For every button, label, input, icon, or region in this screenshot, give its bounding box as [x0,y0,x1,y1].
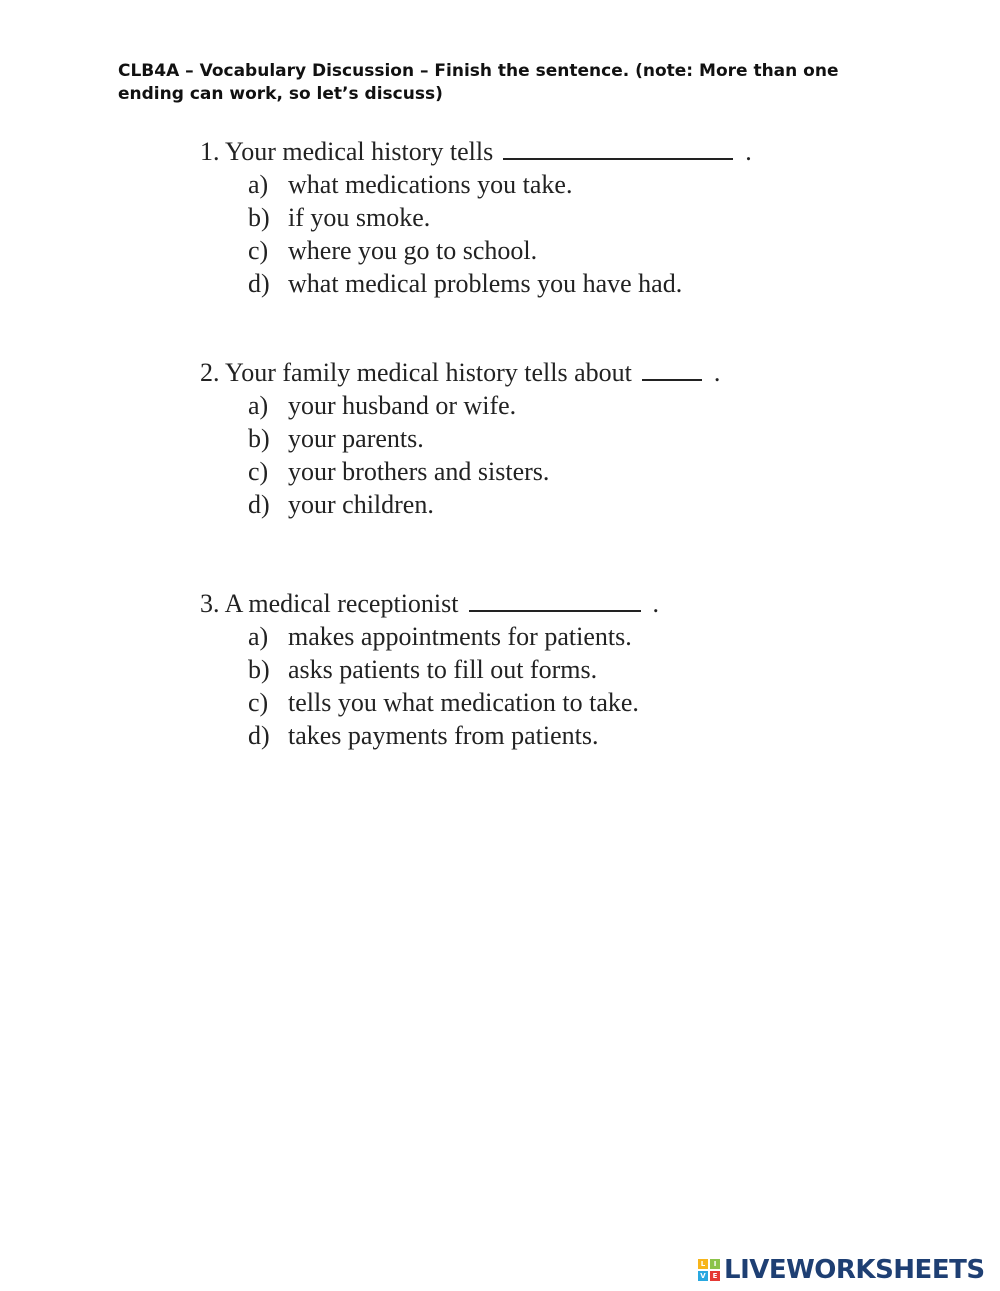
option-item[interactable] [248,201,752,234]
question-2-stem [200,356,720,389]
question-3-answer-blank[interactable] [469,588,641,612]
question-3-period: . [652,589,659,618]
question-3-stem [200,587,659,620]
option-text: where you go to school. [288,236,538,265]
option-letter: a) [248,170,269,199]
option-item[interactable] [248,620,659,653]
option-item[interactable] [248,455,720,488]
question-1-options [200,168,752,300]
option-letter: d) [248,721,270,750]
question-2-period: . [713,358,721,387]
question-1-text: 1. Your medical history tells [200,137,494,166]
option-text: takes payments from patients. [288,721,599,750]
option-item[interactable] [248,234,752,267]
logo-letter-i: I [710,1259,720,1269]
option-text: what medications you take. [288,170,573,199]
liveworksheets-logo[interactable] [698,1253,985,1287]
option-letter: a) [248,391,269,420]
option-item[interactable] [248,168,752,201]
logo-mark-icon [698,1259,720,1281]
question-3 [200,587,659,752]
question-1-stem [200,135,752,168]
option-text: makes appointments for patients. [288,622,632,651]
question-1 [200,135,752,300]
question-3-options [200,620,659,752]
question-2 [200,356,720,521]
option-item[interactable] [248,389,720,422]
option-letter: b) [248,203,270,232]
option-text: your brothers and sisters. [288,457,550,486]
option-item[interactable] [248,653,659,686]
question-2-text: 2. Your family medical history tells about [200,358,632,387]
option-letter: c) [248,236,269,265]
option-text: if you smoke. [288,203,431,232]
option-text: your children. [288,490,434,519]
option-letter: d) [248,490,270,519]
option-letter: c) [248,688,269,717]
option-letter: b) [248,424,270,453]
option-text: tells you what medication to take. [288,688,639,717]
option-letter: c) [248,457,269,486]
option-item[interactable] [248,488,720,521]
question-3-text: 3. A medical receptionist [200,589,459,618]
logo-wordmark: LIVEWORKSHEETS [724,1255,985,1285]
worksheet-heading: CLB4A – Vocabulary Discussion – Finish the sentence. (note: More than one ending can work, so let’s discuss) [118,61,839,104]
option-text: your parents. [288,424,424,453]
option-letter: d) [248,269,270,298]
option-item[interactable] [248,422,720,455]
option-item[interactable] [248,686,659,719]
question-2-answer-blank[interactable] [642,357,702,381]
question-1-answer-blank[interactable] [503,136,733,160]
logo-letter-l: L [698,1259,708,1269]
option-text: what medical problems you have had. [288,269,683,298]
question-1-period: . [745,137,752,166]
option-letter: a) [248,622,269,651]
question-2-options [200,389,720,521]
option-item[interactable] [248,719,659,752]
option-item[interactable] [248,267,752,300]
option-text: asks patients to fill out forms. [288,655,598,684]
option-text: your husband or wife. [288,391,517,420]
logo-letter-e: E [710,1271,720,1281]
logo-letter-v: V [698,1271,708,1281]
option-letter: b) [248,655,270,684]
